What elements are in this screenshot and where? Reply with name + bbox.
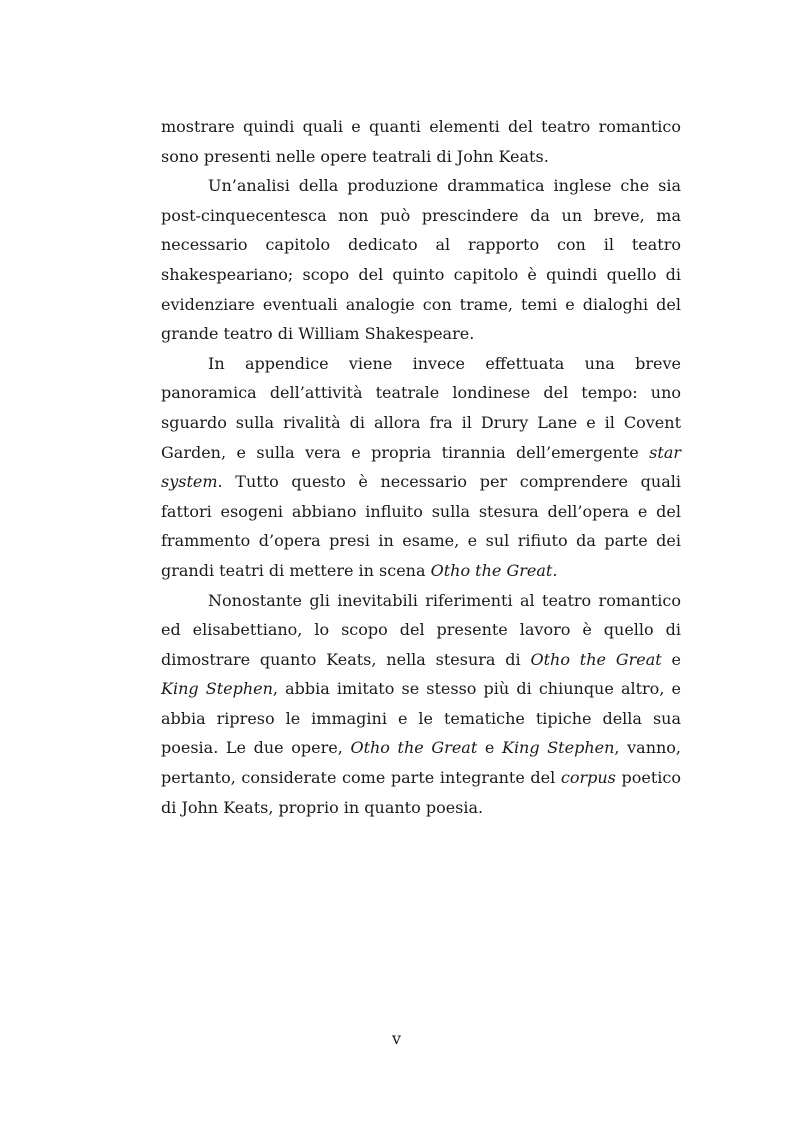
paragraph-3-run-1: In appendice viene invece effettuata una breve panoramica dell’attività teatrale londinese del tempo: uno sguardo sulla rivalità di allora fra il Drury Lane e il Covent Garden, e sulla vera e propria tirannia dell’emergente (161, 353, 681, 462)
italic-title-otho-the-great: Otho the Great. (430, 560, 558, 580)
paragraph-3 (161, 349, 681, 586)
italic-title-otho-the-great: Otho the Great (530, 649, 662, 669)
paragraph-4-run-7: e (477, 738, 502, 758)
paragraph-4-run-5: , abbia imitato se stesso più di chiunque altro, e abbia ripreso le immagini e le tematiche tipiche della sua poesia. Le due opere, (161, 679, 681, 758)
italic-title-king-stephen: King Stephen (501, 738, 615, 758)
paragraph-4-run-11: poetico di John Keats, proprio in quanto poesia. (161, 768, 681, 817)
paragraph-4-run-1: Nonostante gli inevitabili riferimenti al teatro romantico ed elisabettiano, lo scopo del presente lavoro è quello di dimostrare quanto Keats, nella stesura di (161, 590, 681, 669)
italic-term-corpus: corpus (560, 768, 616, 788)
paragraph-1-run-1: mostrare quindi quali e quanti elementi del teatro romantico sono presenti nelle opere teatrali di John Keats. (161, 117, 681, 166)
page-number: v (391, 1029, 402, 1048)
paragraph-2-run-1: Un’analisi della produzione drammatica inglese che sia post-cinquecentesca non può prescindere da un breve, ma necessario capitolo dedicato al rapporto con il teatro shakespeariano; scopo del quinto capitolo è quindi quello di evidenziare eventuali analogie con trame, temi e dialoghi del grande teatro di William Shakespeare. (161, 176, 681, 344)
italic-title-king-stephen: King Stephen (161, 679, 273, 699)
italic-term-star-system: star system (161, 442, 681, 492)
italic-title-otho-the-great: Otho the Great (350, 738, 478, 758)
paragraph-1 (161, 112, 681, 171)
paragraph-4-run-9: , vanno, pertanto, considerate come parte integrante del (161, 738, 682, 788)
paragraph-3-run-3: . Tutto questo è necessario per comprendere quali fattori esogeni abbiano influito sulla stesura dell’opera e del frammento d’opera presi in esame, e sul rifiuto da parte dei grandi teatri di mettere in scena (161, 472, 681, 580)
paragraph-4 (161, 586, 681, 823)
page-body (161, 112, 681, 822)
paragraph-2 (161, 171, 681, 349)
paragraph-4-run-3: e (661, 649, 681, 669)
